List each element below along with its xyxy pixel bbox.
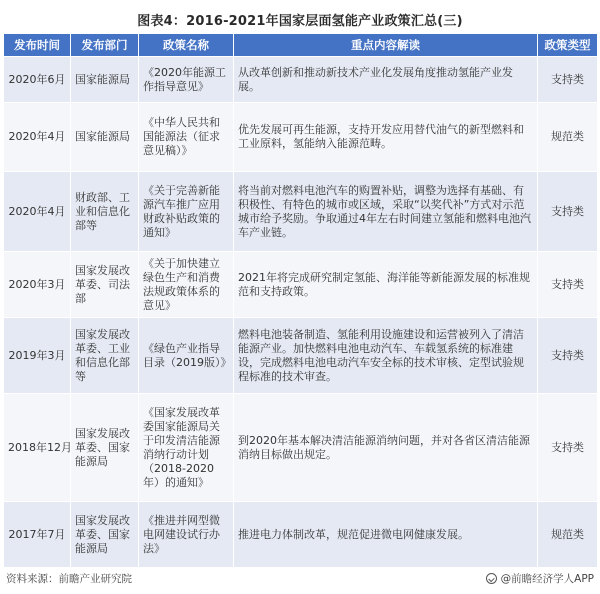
table-row: [4, 318, 598, 394]
table-row: [4, 252, 598, 318]
cell-type: 支持类: [538, 252, 598, 318]
cell-dept: 国家发展改革委、工业和信息化部等: [71, 318, 139, 394]
cell-name: 《中华人民共和国能源法（征求意见稿）》: [139, 103, 234, 172]
brand-credit: [486, 571, 594, 586]
cell-time: 2020年4月: [4, 172, 71, 252]
cell-content: 燃料电池装备制造、氢能利用设施建设和运营被列入了清洁能源产业。加快燃料电池电动汽车、车载氢系统的标准建设，完成燃料电池电动汽车安全标的技术审核、定型试验规程标准的技术审查。: [234, 318, 538, 394]
table-row: [4, 394, 598, 502]
cell-name: 《2020年能源工作指导意见》: [139, 57, 234, 103]
cell-time: 2018年12月: [4, 394, 71, 502]
table-row: [4, 103, 598, 172]
table-header-row: [4, 34, 598, 57]
source-note: 资料来源：前瞻产业研究院: [6, 573, 132, 585]
cell-type: 规范类: [538, 502, 598, 568]
table-row: [4, 172, 598, 252]
header-dept: 发布部门: [71, 34, 139, 57]
cell-dept: 国家能源局: [71, 103, 139, 172]
cell-name: 《绿色产业指导目录（2019版）》: [139, 318, 234, 394]
cell-time: 2019年3月: [4, 318, 71, 394]
table-row: [4, 502, 598, 568]
cell-time: 2020年3月: [4, 252, 71, 318]
cell-content: 推进电力体制改革，规范促进微电网健康发展。: [234, 502, 538, 568]
cell-type: 规范类: [538, 103, 598, 172]
cell-dept: 国家能源局: [71, 57, 139, 103]
logo-icon: [486, 573, 497, 584]
policy-table: [3, 33, 598, 568]
cell-content: 从改革创新和推动新技术产业化发展角度推动氢能产业发展。: [234, 57, 538, 103]
cell-dept: 国家发展改革委、司法部: [71, 252, 139, 318]
cell-time: 2017年7月: [4, 502, 71, 568]
cell-dept: 财政部、工业和信息化部等: [71, 172, 139, 252]
cell-content: 到2020年基本解决清洁能源消纳问题，并对各省区清洁能源消纳目标做出规定。: [234, 394, 538, 502]
cell-type: 支持类: [538, 318, 598, 394]
cell-time: 2020年6月: [4, 57, 71, 103]
cell-content: 将当前对燃料电池汽车的购置补贴，调整为选择有基础、有积极性、有特色的城市或区域，采取“以奖代补”方式对示范城市给予奖励。争取通过4年左右时间建立氢能和燃料电池汽车产业链。: [234, 172, 538, 252]
cell-type: 支持类: [538, 57, 598, 103]
cell-name: 《关于加快建立绿色生产和消费法规政策体系的意见》: [139, 252, 234, 318]
cell-name: 《关于完善新能源汽车推广应用财政补贴政策的通知》: [139, 172, 234, 252]
cell-time: 2020年4月: [4, 103, 71, 172]
cell-type: 支持类: [538, 172, 598, 252]
cell-content: 优先发展可再生能源，支持开发应用替代油气的新型燃料和工业原料，氢能纳入能源范畴。: [234, 103, 538, 172]
cell-content: 2021年将完成研究制定氢能、海洋能等新能源发展的标准规范和支持政策。: [234, 252, 538, 318]
brand-label: @前瞻经济学人APP: [500, 573, 594, 585]
header-time: 发布时间: [4, 34, 71, 57]
header-type: 政策类型: [538, 34, 598, 57]
cell-name: 《国家发展改革委国家能源局关于印发清洁能源消纳行动计划（2018-2020年）的通知》: [139, 394, 234, 502]
table-row: [4, 57, 598, 103]
header-name: 政策名称: [139, 34, 234, 57]
cell-name: 《推进并网型微电网建设试行办法》: [139, 502, 234, 568]
cell-type: 支持类: [538, 394, 598, 502]
chart-title: 图表4：2016-2021年国家层面氢能产业政策汇总(三): [137, 14, 463, 29]
cell-dept: 国家发展改革委、国家能源局: [71, 394, 139, 502]
header-content: 重点内容解读: [234, 34, 538, 57]
cell-dept: 国家发展改革委、国家能源局: [71, 502, 139, 568]
